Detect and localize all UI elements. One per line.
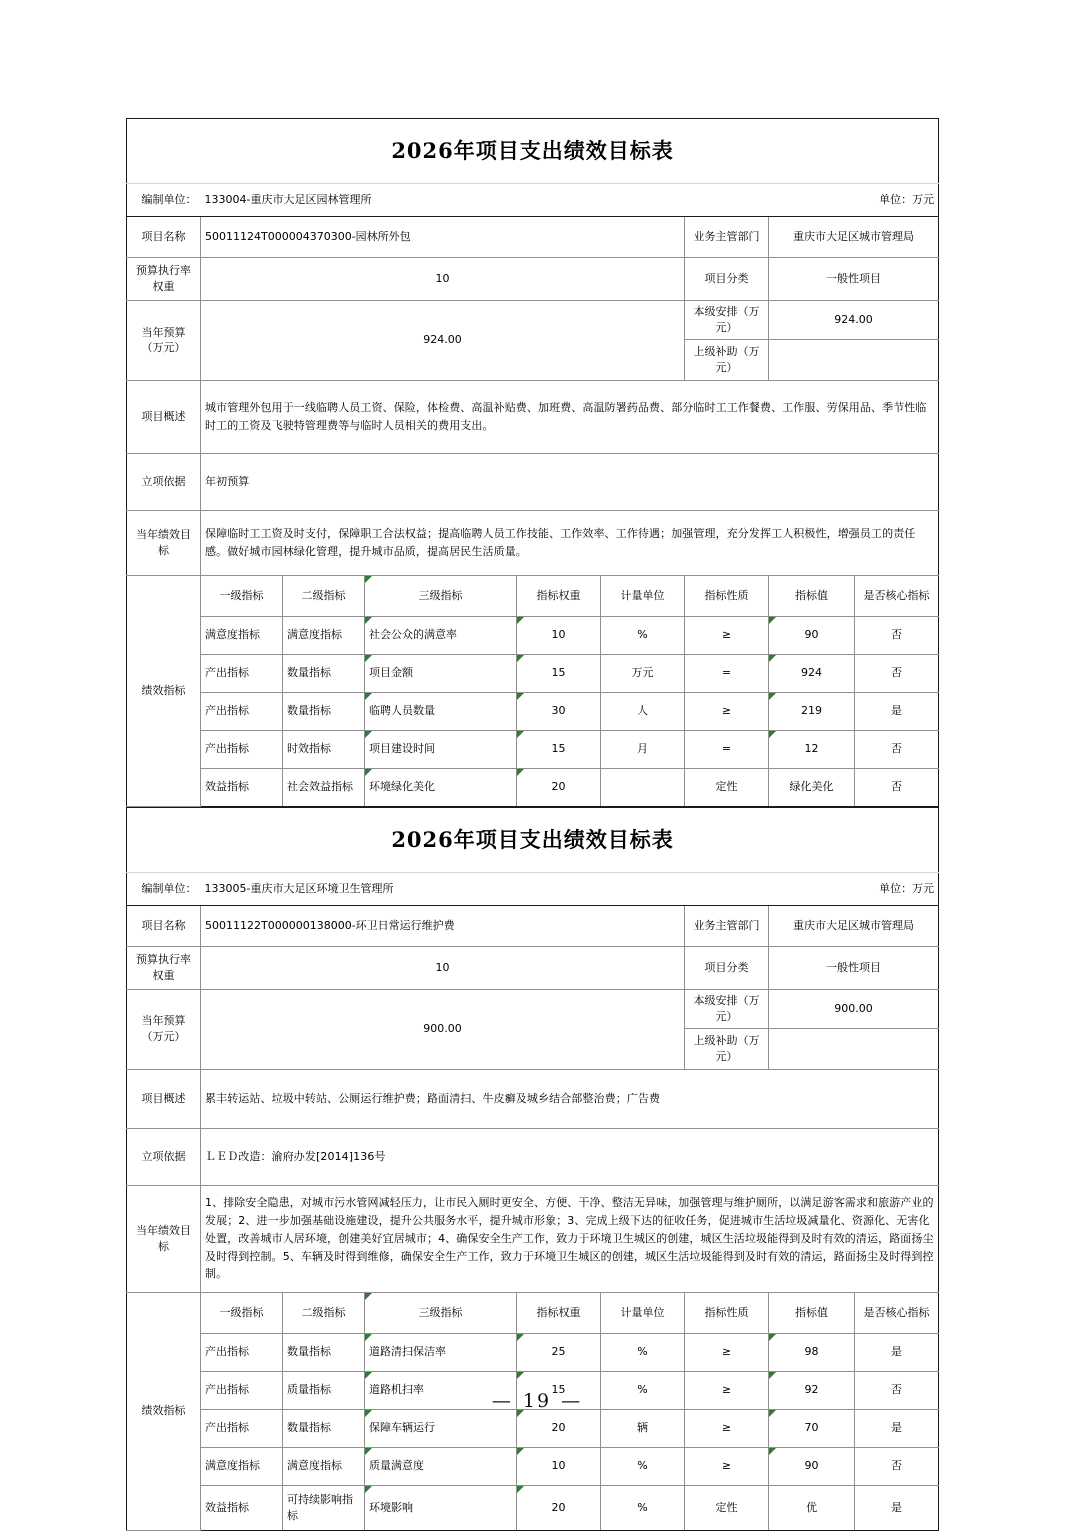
- basis-row: [127, 1128, 939, 1185]
- indicator-section-label-1: 绩效指标: [127, 575, 201, 806]
- indicator-core: 是: [855, 1333, 939, 1371]
- goal-row: [127, 1185, 939, 1292]
- overview-value-1: 城市管理外包用于一线临聘人员工资、保险，体检费、高温补贴费、加班费、高温防署药品费、部分临时工工作餐费、工作服、劳保用品、季节性临时工的工资及飞驶特管理费等与临时人员相关的费用支出。: [201, 380, 939, 453]
- indicator-weight: 20: [517, 1409, 601, 1447]
- budget-value-1: 924.00: [201, 301, 685, 381]
- exec-rate-row: [127, 258, 939, 301]
- compiler-row: [127, 184, 939, 217]
- indicator-core: 是: [855, 692, 939, 730]
- basis-value-1: 年初预算: [201, 453, 939, 510]
- category-label-1: 项目分类: [685, 258, 769, 301]
- indicator-l3: 质量满意度: [365, 1447, 517, 1485]
- indicator-core: 否: [855, 730, 939, 768]
- indicator-weight: 15: [517, 654, 601, 692]
- goal-label-1: 当年绩效目标: [127, 510, 201, 575]
- indicator-l3: 项目建设时间: [365, 730, 517, 768]
- indicator-value: 219: [769, 692, 855, 730]
- basis-row: [127, 453, 939, 510]
- indicator-header-weight: 指标权重: [517, 575, 601, 616]
- unit-note-1: 单位：万元: [769, 184, 939, 217]
- indicator-unit: 万元: [601, 654, 685, 692]
- indicator-nature: ≥: [685, 1371, 769, 1409]
- indicator-header-l1: 一级指标: [201, 1292, 283, 1333]
- basis-label-1: 立项依据: [127, 453, 201, 510]
- indicator-l1: 产出指标: [201, 654, 283, 692]
- table-title-row: [127, 807, 939, 872]
- goal-label-2: 当年绩效目标: [127, 1185, 201, 1292]
- indicator-l2: 质量指标: [283, 1371, 365, 1409]
- indicator-nature: =: [685, 654, 769, 692]
- compiler-value-2: 133005-重庆市大足区环境卫生管理所: [201, 872, 769, 905]
- indicator-unit: 辆: [601, 1409, 685, 1447]
- project-name-value-1: 50011124T000004370300-园林所外包: [201, 217, 685, 258]
- indicator-value: 924: [769, 654, 855, 692]
- indicator-unit: 月: [601, 730, 685, 768]
- indicator-l1: 产出指标: [201, 1409, 283, 1447]
- table-title-row: [127, 119, 939, 184]
- table-row: [127, 616, 939, 654]
- indicator-value: 12: [769, 730, 855, 768]
- indicator-unit: %: [601, 616, 685, 654]
- budget-label-1: 当年预算（万元）: [127, 301, 201, 381]
- budget-row-local: [127, 301, 939, 340]
- local-arrangement-value-1: 924.00: [769, 301, 939, 340]
- indicator-nature: 定性: [685, 1485, 769, 1530]
- indicator-core: 否: [855, 1447, 939, 1485]
- indicator-l1: 效益指标: [201, 1485, 283, 1530]
- indicator-l2: 满意度指标: [283, 616, 365, 654]
- indicator-value: 70: [769, 1409, 855, 1447]
- project-name-value-2: 50011122T000000138000-环卫日常运行维护费: [201, 905, 685, 946]
- upper-subsidy-label-1: 上级补助（万元）: [685, 339, 769, 380]
- indicator-unit: %: [601, 1447, 685, 1485]
- indicator-l1: 产出指标: [201, 1371, 283, 1409]
- dept-label-1: 业务主管部门: [685, 217, 769, 258]
- project-name-row: [127, 217, 939, 258]
- indicator-l1: 产出指标: [201, 730, 283, 768]
- indicator-nature: ≥: [685, 692, 769, 730]
- indicator-l2: 可持续影响指标: [283, 1485, 365, 1530]
- budget-row-local: [127, 989, 939, 1028]
- indicator-header-nature: 指标性质: [685, 1292, 769, 1333]
- project-name-label-2: 项目名称: [127, 905, 201, 946]
- indicator-header-l3: 三级指标: [365, 575, 517, 616]
- indicator-unit: %: [601, 1333, 685, 1371]
- table-row: [127, 692, 939, 730]
- indicator-value: 90: [769, 616, 855, 654]
- table-row: [127, 654, 939, 692]
- table-row: [127, 1333, 939, 1371]
- local-arrangement-label-1: 本级安排（万元）: [685, 301, 769, 340]
- indicator-nature: ≥: [685, 1333, 769, 1371]
- project-name-label-1: 项目名称: [127, 217, 201, 258]
- local-arrangement-label-2: 本级安排（万元）: [685, 989, 769, 1028]
- indicator-l3: 道路清扫保洁率: [365, 1333, 517, 1371]
- performance-goal-table-2: [126, 807, 939, 1531]
- indicator-l1: 产出指标: [201, 1333, 283, 1371]
- table-row: [127, 1409, 939, 1447]
- goal-row: [127, 510, 939, 575]
- overview-label-1: 项目概述: [127, 380, 201, 453]
- goal-value-2: 1、排除安全隐患，对城市污水管网减轻压力，让市民入厕时更安全、方便、干净、整洁无异味，加强管理与维护厕所，以满足游客需求和旅游产业的发展；2、进一步加强基础设施建设，提升公共服务水平，提升城市形象；3、完成上级下达的征收任务，促进城市生活垃圾减量化、资源化、无害化处置，改善城市人居环境，创建美好宜居城市；4、确保安全生产工作，致力于环境卫生城区的创建，城区生活垃圾能得到及时有效的清运，路面扬尘及时得到控制。5、车辆及时得到维修，确保安全生产工作，致力于环境卫生城区的创建，城区生活垃圾能得到及时有效的清运，路面扬尘及时得到控制。: [201, 1185, 939, 1292]
- category-value-1: 一般性项目: [769, 258, 939, 301]
- exec-rate-label-1: 预算执行率权重: [127, 258, 201, 301]
- compiler-value-1: 133004-重庆市大足区园林管理所: [201, 184, 769, 217]
- indicator-value: 92: [769, 1371, 855, 1409]
- overview-row: [127, 380, 939, 453]
- goal-value-1: 保障临时工工资及时支付，保障职工合法权益；提高临聘人员工作技能、工作效率、工作待遇；加强管理，充分发挥工人积极性，增强员工的责任感。做好城市园林绿化管理，提升城市品质，提高居民生活质量。: [201, 510, 939, 575]
- indicator-l1: 满意度指标: [201, 616, 283, 654]
- page-number-suffix-dash: —: [561, 1390, 583, 1412]
- indicator-nature: ≥: [685, 1447, 769, 1485]
- indicator-l3: 环境影响: [365, 1485, 517, 1530]
- table-row: [127, 1485, 939, 1530]
- table-row: [127, 1447, 939, 1485]
- performance-goal-table-1: [126, 118, 939, 807]
- indicator-header-l1: 一级指标: [201, 575, 283, 616]
- page-number-prefix-dash: —: [491, 1390, 513, 1412]
- upper-subsidy-value-2: [769, 1028, 939, 1069]
- indicator-core: 是: [855, 1409, 939, 1447]
- indicator-value: 90: [769, 1447, 855, 1485]
- indicator-header-value: 指标值: [769, 575, 855, 616]
- overview-value-2: 累丰转运站、垃圾中转站、公厕运行维护费；路面清扫、牛皮癣及城乡结合部整治费；广告费: [201, 1069, 939, 1128]
- category-value-2: 一般性项目: [769, 946, 939, 989]
- indicator-nature: ≥: [685, 616, 769, 654]
- indicator-header-nature: 指标性质: [685, 575, 769, 616]
- indicator-value: 绿化美化: [769, 768, 855, 806]
- local-arrangement-value-2: 900.00: [769, 989, 939, 1028]
- indicator-header-l2: 二级指标: [283, 1292, 365, 1333]
- indicator-nature: =: [685, 730, 769, 768]
- compiler-label-2: 编制单位：: [127, 872, 201, 905]
- table-row: [127, 768, 939, 806]
- indicator-core: 否: [855, 654, 939, 692]
- exec-rate-value-2: 10: [201, 946, 685, 989]
- indicator-weight: 10: [517, 616, 601, 654]
- unit-note-2: 单位：万元: [769, 872, 939, 905]
- indicator-l3: 保障车辆运行: [365, 1409, 517, 1447]
- indicator-l2: 社会效益指标: [283, 768, 365, 806]
- indicator-l2: 数量指标: [283, 654, 365, 692]
- compiler-label-1: 编制单位：: [127, 184, 201, 217]
- dept-value-2: 重庆市大足区城市管理局: [769, 905, 939, 946]
- overview-row: [127, 1069, 939, 1128]
- indicator-header-l3: 三级指标: [365, 1292, 517, 1333]
- exec-rate-row: [127, 946, 939, 989]
- indicator-value: 98: [769, 1333, 855, 1371]
- table-row: [127, 730, 939, 768]
- indicator-value: 优: [769, 1485, 855, 1530]
- indicator-core: 否: [855, 1371, 939, 1409]
- indicator-unit: 人: [601, 692, 685, 730]
- budget-value-2: 900.00: [201, 989, 685, 1069]
- page-number-footer: [0, 1390, 1074, 1412]
- basis-value-2: ＬＥＤ改造：渝府办发[2014]136号: [201, 1128, 939, 1185]
- category-label-2: 项目分类: [685, 946, 769, 989]
- indicator-l2: 时效指标: [283, 730, 365, 768]
- dept-value-1: 重庆市大足区城市管理局: [769, 217, 939, 258]
- indicator-l3: 临聘人员数量: [365, 692, 517, 730]
- indicator-weight: 15: [517, 730, 601, 768]
- overview-label-2: 项目概述: [127, 1069, 201, 1128]
- page-title-2: 2026年项目支出绩效目标表: [127, 807, 939, 872]
- project-name-row: [127, 905, 939, 946]
- indicator-l3: 环境绿化美化: [365, 768, 517, 806]
- page-title-1: 2026年项目支出绩效目标表: [127, 119, 939, 184]
- compiler-row: [127, 872, 939, 905]
- indicator-core: 否: [855, 616, 939, 654]
- indicator-l3: 道路机扫率: [365, 1371, 517, 1409]
- indicator-section-label-2: 绩效指标: [127, 1292, 201, 1530]
- indicator-l1: 满意度指标: [201, 1447, 283, 1485]
- budget-label-2: 当年预算（万元）: [127, 989, 201, 1069]
- indicator-weight: 25: [517, 1333, 601, 1371]
- indicator-header-l2: 二级指标: [283, 575, 365, 616]
- indicator-l3: 项目金额: [365, 654, 517, 692]
- exec-rate-label-2: 预算执行率权重: [127, 946, 201, 989]
- indicator-header-unit: 计量单位: [601, 575, 685, 616]
- exec-rate-value-1: 10: [201, 258, 685, 301]
- indicator-weight: 30: [517, 692, 601, 730]
- indicator-weight: 15: [517, 1371, 601, 1409]
- dept-label-2: 业务主管部门: [685, 905, 769, 946]
- indicator-header-weight: 指标权重: [517, 1292, 601, 1333]
- indicator-header-core: 是否核心指标: [855, 1292, 939, 1333]
- indicator-header-value: 指标值: [769, 1292, 855, 1333]
- indicator-core: 否: [855, 768, 939, 806]
- indicator-l2: 数量指标: [283, 692, 365, 730]
- indicator-l2: 数量指标: [283, 1333, 365, 1371]
- indicator-l3: 社会公众的满意率: [365, 616, 517, 654]
- indicator-weight: 10: [517, 1447, 601, 1485]
- indicator-header-row: [127, 1292, 939, 1333]
- indicator-l2: 数量指标: [283, 1409, 365, 1447]
- upper-subsidy-label-2: 上级补助（万元）: [685, 1028, 769, 1069]
- upper-subsidy-value-1: [769, 339, 939, 380]
- indicator-weight: 20: [517, 768, 601, 806]
- indicator-unit: %: [601, 1485, 685, 1530]
- indicator-l1: 产出指标: [201, 692, 283, 730]
- indicator-nature: ≥: [685, 1409, 769, 1447]
- indicator-nature: 定性: [685, 768, 769, 806]
- document-page: [126, 118, 938, 1531]
- indicator-header-row: [127, 575, 939, 616]
- indicator-l2: 满意度指标: [283, 1447, 365, 1485]
- indicator-core: 是: [855, 1485, 939, 1530]
- indicator-header-core: 是否核心指标: [855, 575, 939, 616]
- indicator-unit: %: [601, 1371, 685, 1409]
- indicator-weight: 20: [517, 1485, 601, 1530]
- basis-label-2: 立项依据: [127, 1128, 201, 1185]
- indicator-header-unit: 计量单位: [601, 1292, 685, 1333]
- page-number: 19: [522, 1390, 552, 1412]
- indicator-unit: [601, 768, 685, 806]
- indicator-l1: 效益指标: [201, 768, 283, 806]
